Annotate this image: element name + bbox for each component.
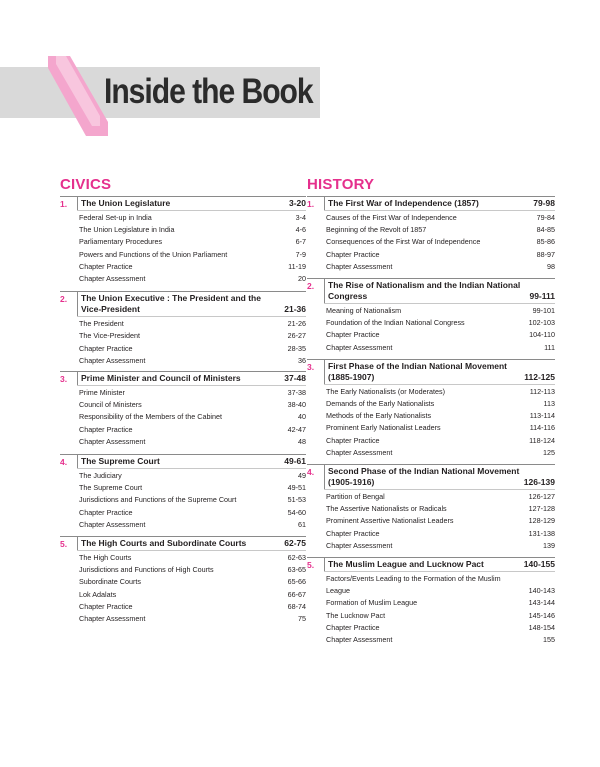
topic-pages: 62-63 — [287, 553, 306, 563]
topic-label: Responsibility of the Members of the Cabinet — [79, 412, 223, 422]
topic-label: Partition of Bengal — [326, 492, 385, 502]
chapter-title-box — [77, 455, 306, 468]
topic-list — [307, 303, 555, 354]
chapter-heading-row — [60, 454, 306, 468]
topic-label: Consequences of the First War of Independence — [326, 237, 481, 247]
topic-label: Chapter Practice — [79, 507, 133, 517]
topic-pages: 118-124 — [529, 435, 555, 445]
chapter-number: 1. — [60, 199, 68, 209]
topic-pages: 111 — [544, 342, 555, 352]
topic-item — [79, 519, 306, 531]
chapter-title: Second Phase of the Indian National Movement (1905-1916) — [328, 466, 520, 488]
chapter-entry — [307, 359, 555, 459]
topic-pages: 48 — [298, 436, 306, 446]
topic-pages: 145-146 — [528, 610, 555, 620]
topic-pages: 11-19 — [288, 261, 306, 271]
topic-item — [326, 261, 555, 273]
topic-pages: 113-114 — [529, 411, 555, 421]
topic-label: The President — [79, 319, 124, 329]
chapter-heading-row — [60, 291, 306, 316]
topic-pages: 114-116 — [529, 423, 555, 433]
chapter-title: The High Courts and Subordinate Courts — [81, 538, 247, 549]
topic-label: Chapter Assessment — [326, 342, 393, 352]
topic-item — [79, 261, 306, 273]
topic-label: Chapter Practice — [326, 435, 380, 445]
topic-pages: 65-66 — [287, 577, 306, 587]
chapter-heading-row — [307, 557, 555, 571]
chapter-number: 3. — [60, 374, 68, 385]
topic-item — [79, 436, 306, 448]
topic-label: Prime Minister — [79, 388, 125, 398]
topic-pages: 40 — [298, 412, 306, 422]
topic-pages: 61 — [298, 519, 306, 529]
topic-item — [326, 435, 555, 447]
history-heading: HISTORY — [307, 176, 375, 193]
topic-pages: 99-101 — [532, 306, 555, 316]
chapter-number: 3. — [307, 361, 315, 372]
chapter-title: The First War of Independence (1857) — [328, 198, 479, 208]
topic-item — [326, 317, 555, 329]
topic-label: Powers and Functions of the Union Parliament — [79, 249, 228, 259]
topic-pages: 128-129 — [528, 516, 555, 526]
topic-pages: 68-74 — [287, 601, 306, 611]
topic-pages: 38-40 — [287, 400, 306, 410]
topic-label: Chapter Practice — [79, 261, 133, 271]
chapter-page-range: 99-111 — [529, 291, 555, 302]
topic-item — [79, 507, 306, 519]
topic-item — [79, 613, 306, 625]
topic-pages: 127-128 — [528, 504, 555, 514]
topic-item — [79, 343, 306, 355]
chapter-page-range: 49-61 — [284, 456, 306, 467]
chapter-title-box — [77, 292, 306, 316]
topic-label: Chapter Practice — [326, 622, 380, 632]
topic-pages: 28-35 — [287, 343, 306, 353]
topic-item — [326, 447, 555, 459]
topic-item — [326, 540, 555, 552]
topic-label: Prominent Early Nationalist Leaders — [326, 423, 441, 433]
topic-item — [326, 342, 555, 354]
topic-label: Demands of the Early Nationalists — [326, 399, 435, 409]
topic-pages: 63-65 — [287, 565, 306, 575]
chapter-heading-row — [307, 278, 555, 303]
topic-pages: 36 — [298, 355, 306, 365]
topic-item — [79, 470, 306, 482]
topic-pages: 139 — [543, 540, 555, 550]
chapter-entry — [307, 464, 555, 552]
topic-pages: 84-85 — [536, 225, 555, 235]
topic-item — [79, 330, 306, 342]
topic-item — [326, 422, 555, 434]
topic-item — [79, 601, 306, 613]
pink-ribbon-decoration — [48, 56, 108, 136]
topic-item — [79, 399, 306, 411]
chapter-page-range: 112-125 — [524, 371, 555, 382]
topic-list — [307, 489, 555, 552]
topic-label: Chapter Assessment — [79, 614, 146, 624]
topic-item — [326, 410, 555, 422]
chapter-entry — [60, 291, 306, 367]
topic-item — [79, 318, 306, 330]
chapter-page-range: 37-48 — [284, 373, 306, 384]
chapter-heading-row — [60, 371, 306, 385]
topic-item — [79, 355, 306, 367]
topic-item — [79, 387, 306, 399]
topic-pages: 104-110 — [529, 330, 555, 340]
topic-item — [79, 411, 306, 423]
topic-list — [307, 571, 555, 646]
topic-item — [326, 236, 555, 248]
chapter-title-box — [324, 279, 555, 303]
chapter-page-range: 79-98 — [533, 198, 555, 208]
chapter-number: 5. — [60, 539, 68, 550]
topic-item — [326, 305, 555, 317]
topic-label: Meaning of Nationalism — [326, 306, 402, 316]
topic-label: The Assertive Nationalists or Radicals — [326, 504, 447, 514]
topic-pages: 98 — [547, 261, 555, 271]
civics-column — [60, 176, 306, 625]
topic-pages: 21-26 — [287, 319, 306, 329]
topic-pages: 112-113 — [529, 386, 555, 396]
topic-label: Chapter Practice — [326, 249, 380, 259]
chapter-title-box — [324, 360, 555, 384]
topic-item — [326, 634, 555, 646]
topic-list — [60, 210, 306, 285]
topic-list — [307, 384, 555, 459]
chapter-title-box — [324, 558, 555, 571]
topic-item — [326, 597, 555, 609]
topic-pages: 126-127 — [528, 492, 555, 502]
topic-label: Formation of Muslim League — [326, 598, 418, 608]
topic-item — [326, 398, 555, 410]
topic-label: Chapter Assessment — [326, 635, 393, 645]
topic-list — [60, 550, 306, 625]
topic-label: The Lucknow Pact — [326, 610, 386, 620]
topic-item — [79, 224, 306, 236]
topic-label: Chapter Practice — [79, 343, 133, 353]
topic-pages: 125 — [543, 447, 555, 457]
chapter-page-range: 140-155 — [523, 559, 555, 570]
topic-item — [79, 212, 306, 224]
topic-pages: 49 — [298, 471, 306, 481]
topic-pages: 26-27 — [287, 331, 306, 341]
chapter-title: The Union Executive : The President and the Vice-President — [81, 293, 261, 315]
topic-pages: 131-138 — [528, 528, 555, 538]
chapter-number: 5. — [307, 560, 315, 571]
chapter-page-range: 21-36 — [284, 304, 306, 315]
topic-item — [326, 622, 555, 634]
topic-pages: 113 — [543, 399, 555, 409]
topic-label: Chapter Practice — [326, 330, 380, 340]
chapter-entry — [60, 454, 306, 531]
topic-label: Chapter Assessment — [326, 261, 393, 271]
topic-pages: 4-6 — [295, 225, 306, 235]
topic-item — [326, 212, 555, 224]
topic-label: The Vice-President — [79, 331, 140, 341]
page-title: Inside the Book — [104, 72, 313, 111]
topic-item — [326, 515, 555, 527]
chapter-page-range: 3-20 — [288, 198, 306, 208]
topic-pages: 37-38 — [287, 388, 306, 398]
topic-item — [326, 249, 555, 261]
chapter-title-box — [77, 197, 306, 210]
topic-label: Foundation of the Indian National Congress — [326, 318, 465, 328]
topic-pages: 85-86 — [536, 237, 555, 247]
topic-label: Chapter Practice — [79, 601, 133, 611]
chapter-title-box — [77, 372, 306, 385]
civics-heading: CIVICS — [60, 176, 112, 193]
topic-label: The Judiciary — [79, 471, 122, 481]
history-column — [307, 176, 555, 646]
topic-label: Jurisdictions and Functions of the Supreme Court — [79, 495, 237, 505]
topic-label: Chapter Assessment — [79, 519, 146, 529]
topic-label: Chapter Assessment — [326, 447, 393, 457]
chapter-entry — [60, 371, 306, 448]
topic-label: Beginning of the Revolt of 1857 — [326, 225, 427, 235]
topic-label: Subordinate Courts — [79, 577, 141, 587]
topic-pages: 88-97 — [536, 249, 555, 259]
chapter-heading-row — [307, 359, 555, 384]
topic-label: Council of Ministers — [79, 400, 142, 410]
chapter-heading-row — [307, 464, 555, 489]
topic-pages: 102-103 — [528, 318, 555, 328]
topic-pages: 20 — [298, 274, 306, 284]
chapter-title-box — [324, 465, 555, 489]
chapter-title: The Muslim League and Lucknow Pact — [328, 559, 484, 570]
topic-label: Lok Adalats — [79, 589, 117, 599]
topic-item — [326, 386, 555, 398]
topic-item — [326, 329, 555, 341]
topic-item — [79, 589, 306, 601]
topic-list — [60, 468, 306, 531]
chapter-entry — [60, 196, 306, 285]
chapter-heading-row — [307, 196, 555, 210]
chapter-heading-row — [60, 196, 306, 210]
topic-list — [307, 210, 555, 273]
topic-item — [79, 494, 306, 506]
topic-item — [79, 249, 306, 261]
topic-item — [79, 236, 306, 248]
topic-item — [79, 552, 306, 564]
topic-item — [326, 503, 555, 515]
chapter-entry — [60, 536, 306, 625]
topic-label: Chapter Practice — [326, 528, 380, 538]
topic-pages: 6-7 — [295, 237, 306, 247]
chapter-entry — [307, 196, 555, 273]
topic-item — [79, 576, 306, 588]
topic-item — [79, 424, 306, 436]
topic-label: Chapter Assessment — [326, 540, 393, 550]
chapter-number: 2. — [60, 294, 68, 305]
topic-item — [326, 573, 555, 597]
topic-label: Chapter Assessment — [79, 436, 146, 446]
topic-pages: 7-9 — [295, 249, 306, 259]
topic-label: Chapter Assessment — [79, 355, 146, 365]
topic-pages: 66-67 — [287, 589, 306, 599]
chapter-title-box — [77, 537, 306, 550]
chapter-heading-row — [60, 536, 306, 550]
chapter-title-box — [324, 197, 555, 210]
topic-item — [326, 224, 555, 236]
chapter-entry — [307, 557, 555, 646]
topic-label: Factors/Events Leading to the Formation of the Muslim League — [326, 574, 501, 596]
civics-chapters — [60, 196, 306, 625]
topic-label: The High Courts — [79, 553, 132, 563]
topic-list — [60, 316, 306, 367]
topic-item — [326, 610, 555, 622]
chapter-title: The Rise of Nationalism and the Indian National Congress — [328, 280, 521, 302]
topic-label: Federal Set-up in India — [79, 213, 152, 222]
topic-label: The Union Legislature in India — [79, 225, 175, 235]
topic-label: The Early Nationalists (or Moderates) — [326, 386, 446, 396]
topic-label: Chapter Assessment — [79, 274, 146, 284]
topic-item — [79, 564, 306, 576]
chapter-entry — [307, 278, 555, 354]
chapter-page-range: 62-75 — [284, 538, 306, 549]
topic-label: Chapter Practice — [79, 424, 133, 434]
chapter-page-range: 126-139 — [523, 477, 555, 488]
chapter-title: The Union Legislature — [81, 198, 171, 208]
topic-item — [79, 273, 306, 285]
topic-label: The Supreme Court — [79, 483, 143, 493]
topic-pages: 148-154 — [528, 622, 555, 632]
topic-label: Causes of the First War of Independence — [326, 213, 457, 222]
topic-pages: 79-84 — [536, 213, 555, 222]
topic-pages: 3-4 — [295, 213, 306, 222]
topic-pages: 51-53 — [287, 495, 306, 505]
topic-item — [326, 528, 555, 540]
topic-pages: 140-143 — [528, 586, 555, 596]
topic-item — [326, 491, 555, 503]
topic-pages: 42-47 — [287, 424, 306, 434]
topic-label: Jurisdictions and Functions of High Courts — [79, 565, 214, 575]
chapter-number: 4. — [60, 457, 68, 468]
chapter-number: 4. — [307, 467, 315, 478]
topic-pages: 155 — [543, 635, 555, 645]
chapter-number: 1. — [307, 199, 315, 209]
topic-pages: 49-51 — [287, 483, 306, 493]
history-chapters — [307, 196, 555, 646]
topic-pages: 143-144 — [528, 598, 555, 608]
chapter-title: The Supreme Court — [81, 456, 160, 467]
topic-label: Methods of the Early Nationalists — [326, 411, 432, 421]
topic-label: Prominent Assertive Nationalist Leaders — [326, 516, 454, 526]
topic-item — [79, 482, 306, 494]
topic-list — [60, 385, 306, 448]
chapter-title: First Phase of the Indian National Movement (1885-1907) — [328, 360, 507, 382]
chapter-title: Prime Minister and Council of Ministers — [81, 373, 241, 384]
topic-pages: 54-60 — [287, 507, 306, 517]
topic-pages: 75 — [298, 614, 306, 624]
topic-label: Parliamentary Procedures — [79, 237, 163, 247]
chapter-number: 2. — [307, 281, 315, 292]
